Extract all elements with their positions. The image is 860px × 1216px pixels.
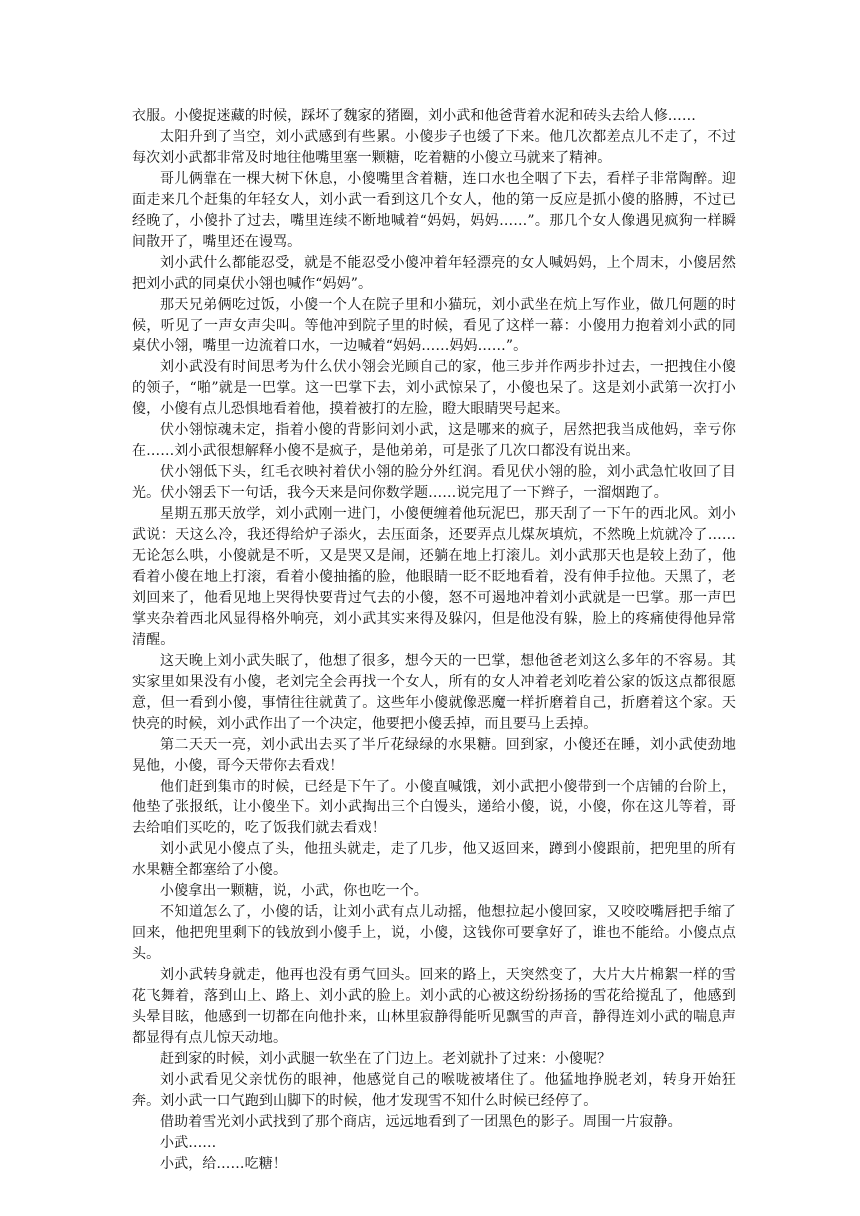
paragraph: 刘小武转身就走，他再也没有勇气回头。回来的路上，天突然变了，大片大片棉絮一样的雪花飞舞着，落到山上、路上、刘小武的脸上。刘小武的心被这纷纷扬扬的雪花给搅乱了，他感到头晕目眩，他感到一切都在向他扑来，山林里寂静得能听见飘雪的声音，静得连刘小武的喘息声都显得有点儿惊天动地。 [132, 967, 736, 1046]
paragraph: 刘小武见小傻点了头，他扭头就走，走了几步，他又返回来，蹲到小傻跟前，把兜里的所有水果糖全都塞给了小傻。 [132, 841, 736, 879]
paragraph: 小武…… [160, 1134, 217, 1151]
paragraph: 第二天天一亮，刘小武出去买了半斤花绿绿的水果糖。回到家，小傻还在睡，刘小武使劲地晃他，小傻，哥今天带你去看戏！ [132, 736, 736, 774]
paragraph: 伏小翎低下头，红毛衣映衬着伏小翎的脸分外红润。看见伏小翎的脸，刘小武急忙收回了目光。伏小翎丢下一句话，我今天来是问你数学题……说完甩了一下辫子，一溜烟跑了。 [132, 464, 736, 502]
paragraph: 那天兄弟俩吃过饭，小傻一个人在院子里和小猫玩，刘小武坐在炕上写作业，做几何题的时候，听见了一声女声尖叫。等他冲到院子里的时候，看见了这样一幕：小傻用力抱着刘小武的同桌伏小翎，嘴里一边流着口水，一边喊着“妈妈……妈妈……”。 [132, 296, 736, 355]
paragraph: 刘小武没有时间思考为什么伏小翎会光顾自己的家，他三步并作两步扑过去，一把拽住小傻的领子，“啪”就是一巴掌。这一巴掌下去，刘小武惊呆了，小傻也呆了。这是刘小武第一次打小傻，小傻有点儿恐惧地看着他，摸着被打的左脸，瞪大眼睛哭号起来。 [132, 359, 736, 418]
paragraph: 这天晚上刘小武失眠了，他想了很多，想今天的一巴掌，想他爸老刘这么多年的不容易。其实家里如果没有小傻，老刘完全会再找一个女人，所有的女人冲着老刘吃着公家的饭这点都很愿意，但一看到小傻，事情往往就黄了。这些年小傻就像恶魔一样折磨着自己，折磨着这个家。天快亮的时候，刘小武作出了一个决定，他要把小傻丢掉，而且要马上丢掉。 [132, 652, 736, 732]
paragraph: 小武，给……吃糖！ [160, 1155, 287, 1172]
paragraph: 星期五那天放学，刘小武刚一进门，小傻便缠着他玩泥巴，那天刮了一下午的西北风。刘小武说：天这么冷，我还得给炉子添火，去压面条，还要弄点儿煤灰填炕，不然晚上炕就冷了……无论怎么哄，小傻就是不听，又是哭又是闹，还躺在地上打滚儿。刘小武那天也是较上劲了，他看着小傻在地上打滚，看着小傻抽搐的脸，他眼睛一眨不眨地看着，没有伸手拉他。天黑了，老刘回来了，他看见地上哭得快要背过气去的小傻，怒不可遏地冲着刘小武就是一巴掌。那一声巴掌夹杂着西北风显得格外响亮，刘小武其实来得及躲闪，但是他没有躲，脸上的疼痛使得他异常清醒。 [132, 506, 736, 648]
paragraph: 刘小武什么都能忍受，就是不能忍受小傻冲着年轻漂亮的女人喊妈妈，上个周末，小傻居然把刘小武的同桌伏小翎也喊作“妈妈”。 [132, 254, 736, 292]
paragraph: 哥儿俩靠在一棵大树下休息，小傻嘴里含着糖，连口水也全咽了下去，看样子非常陶醉。迎面走来几个赶集的年轻女人，刘小武一看到这几个女人，他的第一反应是抓小傻的胳膊，不过已经晚了，小傻扑了过去，嘴里连续不断地喊着“妈妈，妈妈……”。那几个女人像遇见疯狗一样瞬间散开了，嘴里还在谩骂。 [132, 170, 736, 250]
paragraph: 他们赶到集市的时候，已经是下午了。小傻直喊饿，刘小武把小傻带到一个店铺的台阶上，他垫了张报纸，让小傻坐下。刘小武掏出三个白馒头，递给小傻，说，小傻，你在这儿等着，哥去给咱们买吃的，吃了饭我们就去看戏！ [132, 778, 736, 837]
paragraph: 借助着雪光刘小武找到了那个商店，远远地看到了一团黑色的影子。周围一片寂静。 [160, 1113, 682, 1130]
paragraph: 刘小武看见父亲忧伤的眼神，他感觉自己的喉咙被堵住了。他猛地挣脱老刘，转身开始狂奔。刘小武一口气跑到山脚下的时候，他才发现雪不知什么时候已经停了。 [132, 1071, 736, 1109]
paragraph: 不知道怎么了，小傻的话，让刘小武有点儿动摇，他想拉起小傻回家，又咬咬嘴唇把手缩了回来，他把兜里剩下的钱放到小傻手上，说，小傻，这钱你可要拿好了，谁也不能给。小傻点点头。 [132, 904, 736, 963]
paragraph: 衣服。小傻捉迷藏的时候，踩坏了魏家的猪圈，刘小武和他爸背着水泥和砖头去给人修…… [132, 108, 696, 124]
paragraph: 小傻拿出一颗糖，说，小武，你也吃一个。 [160, 883, 428, 900]
paragraph: 伏小翎惊魂未定，指着小傻的背影问刘小武，这是哪来的疯子，居然把我当成他妈，幸亏你在……刘小武很想解释小傻不是疯子，是他弟弟，可是张了几次口都没有说出来。 [132, 422, 736, 460]
paragraph: 赶到家的时候，刘小武腿一软坐在了门边上。老刘就扑了过来：小傻呢？ [160, 1050, 612, 1067]
paragraph: 太阳升到了当空，刘小武感到有些累。小傻步子也缓了下来。他几次都差点儿不走了，不过每次刘小武都非常及时地往他嘴里塞一颗糖，吃着糖的小傻立马就来了精神。 [132, 128, 736, 166]
